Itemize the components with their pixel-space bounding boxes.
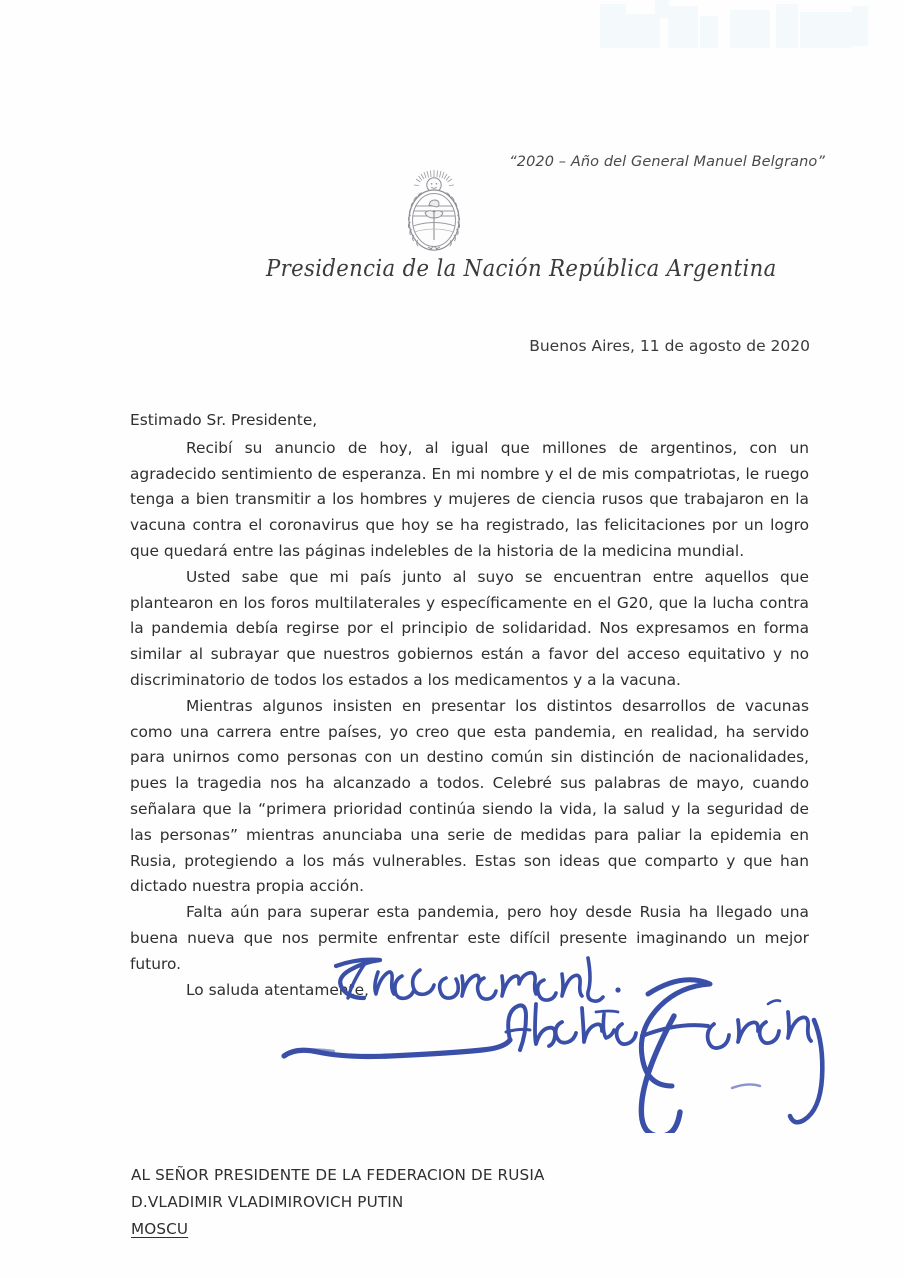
salutation: Estimado Sr. Presidente, [130,411,318,429]
body-paragraph-3: Mientras algunos insisten en presentar los distintos desarrollos de vacunas como una carrera entre países, yo creo que esta pandemia, en realidad, ha servido para unirnos como personas con un destino común sin distinción de nacionalidades, pues la tragedia nos ha alcanzado a todos. Celebré sus palabras de mayo, cuando señalara que la “primera prioridad continúa siendo la vida, la salud y la seguridad de las personas” mientras anunciaba una serie de medidas para paliar la epidemia en Rusia, protegiendo a los más vulnerables. Estas son ideas que comparto y que han dictado nuestra propia acción. [130,696,809,896]
recipient-line-1: AL SEÑOR PRESIDENTE DE LA FEDERACION DE RUSIA [131,1166,545,1184]
recipient-city: MOSCU [131,1220,189,1238]
argentine-coat-of-arms-icon [398,168,470,260]
scan-artifact-band [0,0,904,52]
letterhead-institution: Presidencia de la Nación República Argentina [266,256,777,282]
recipient-block [131,1162,545,1243]
body-paragraph-1: Recibí su anuncio de hoy, al igual que millones de argentinos, con un agradecido sentimiento de esperanza. En mi nombre y el de mis compatriotas, le ruego tenga a bien transmitir a los hombres y mujeres de ciencia rusos que trabajaron en la vacuna contra el coronavirus que hoy se ha registrado, las felicitaciones por un logro que quedará entre las páginas indelebles de la historia de la medicina mundial. [130,438,809,560]
dateline: Buenos Aires, 11 de agosto de 2020 [529,337,810,355]
body-paragraph-4: Falta aún para superar esta pandemia, pero hoy desde Rusia ha llegado una buena nueva que nos permite enfrentar este difícil presente imaginando un mejor futuro. [130,903,809,973]
recipient-line-2: D.VLADIMIR VLADIMIROVICH PUTIN [131,1193,404,1211]
year-motto: “2020 – Año del General Manuel Belgrano” [509,154,825,170]
closing-line: Lo saluda atentamente, [186,980,369,999]
body-paragraph-2: Usted sabe que mi país junto al suyo se encuentran entre aquellos que plantearon en los foros multilaterales y específicamente en el G20, que la lucha contra la pandemia debía regirse por el principio de solidaridad. Nos expresamos en forma similar al subrayar que nuestros gobiernos están a favor del acceso equitativo y no discriminatorio de todos los estados a los medicamentos y a la vacuna. [130,567,809,689]
handwritten-signature [270,928,850,1133]
letter-body [130,408,809,1003]
